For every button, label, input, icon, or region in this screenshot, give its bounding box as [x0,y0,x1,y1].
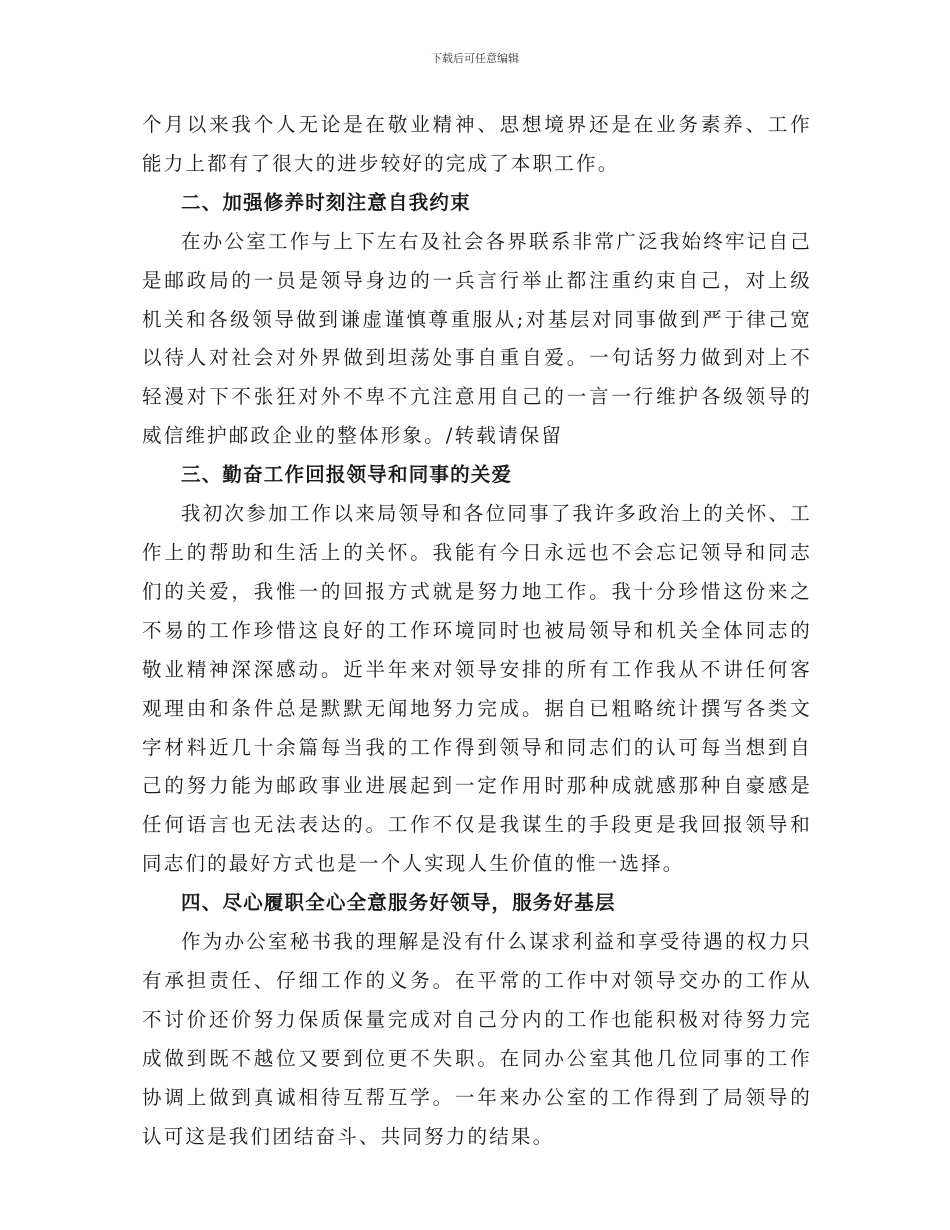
paragraph-section-3: 我初次参加工作以来局领导和各位同事了我许多政治上的关怀、工作上的帮助和生活上的关怀。我能有今日永远也不会忘记领导和同志们的关爱，我惟一的回报方式就是努力地工作。我十分珍惜这份来之不易的工作珍惜这良好的工作环境同时也被局领导和机关全体同志的敬业精神深深感动。近半年来对领导安排的所有工作我从不讲任何客观理由和条件总是默默无闻地努力完成。据自已粗略统计撰写各类文字材料近几十余篇每当我的工作得到领导和同志们的认可每当想到自己的努力能为邮政事业进展起到一定作用时那种成就感那种自豪感是任何语言也无法表达的。工作不仅是我谋生的手段更是我回报领导和同志们的最好方式也是一个人实现人生价值的惟一选择。 [142,502,812,876]
paragraph-section-4: 作为办公室秘书我的理解是没有什么谋求利益和享受待遇的权力只有承担责任、仔细工作的义务。在平常的工作中对领导交办的工作从不讨价还价努力保质保量完成对自己分内的工作也能积极对待努力完成做到既不越位又要到位更不失职。在同办公室其他几位同事的工作协调上做到真诚相待互帮互学。一年来办公室的工作得到了局领导的认可这是我们团结奋斗、共同努力的结果。 [142,930,812,1148]
section-heading-4: 四、尽心履职全心全意服务好领导，服务好基层 [181,891,616,915]
section-heading-2: 二、加强修养时刻注意自我约束 [181,190,471,214]
paragraph-continued: 个月以来我个人无论是在敬业精神、思想境界还是在业务素养、工作能力上都有了很大的进步较好的完成了本职工作。 [142,113,812,175]
paragraph-section-2: 在办公室工作与上下左右及社会各界联系非常广泛我始终牢记自己是邮政局的一员是领导身边的一兵言行举止都注重约束自己，对上级机关和各级领导做到谦虚谨慎尊重服从;对基层对同事做到严于律己宽以待人对社会对外界做到坦荡处事自重自爱。一句话努力做到对上不轻漫对下不张狂对外不卑不亢注意用自己的一言一行维护各级领导的威信维护邮政企业的整体形象。/转载请保留 [142,229,812,448]
page-header: 下载后可任意编辑 [431,52,519,65]
section-heading-3: 三、勤奋工作回报领导和同事的关爱 [181,463,513,487]
document-body [142,106,812,1156]
